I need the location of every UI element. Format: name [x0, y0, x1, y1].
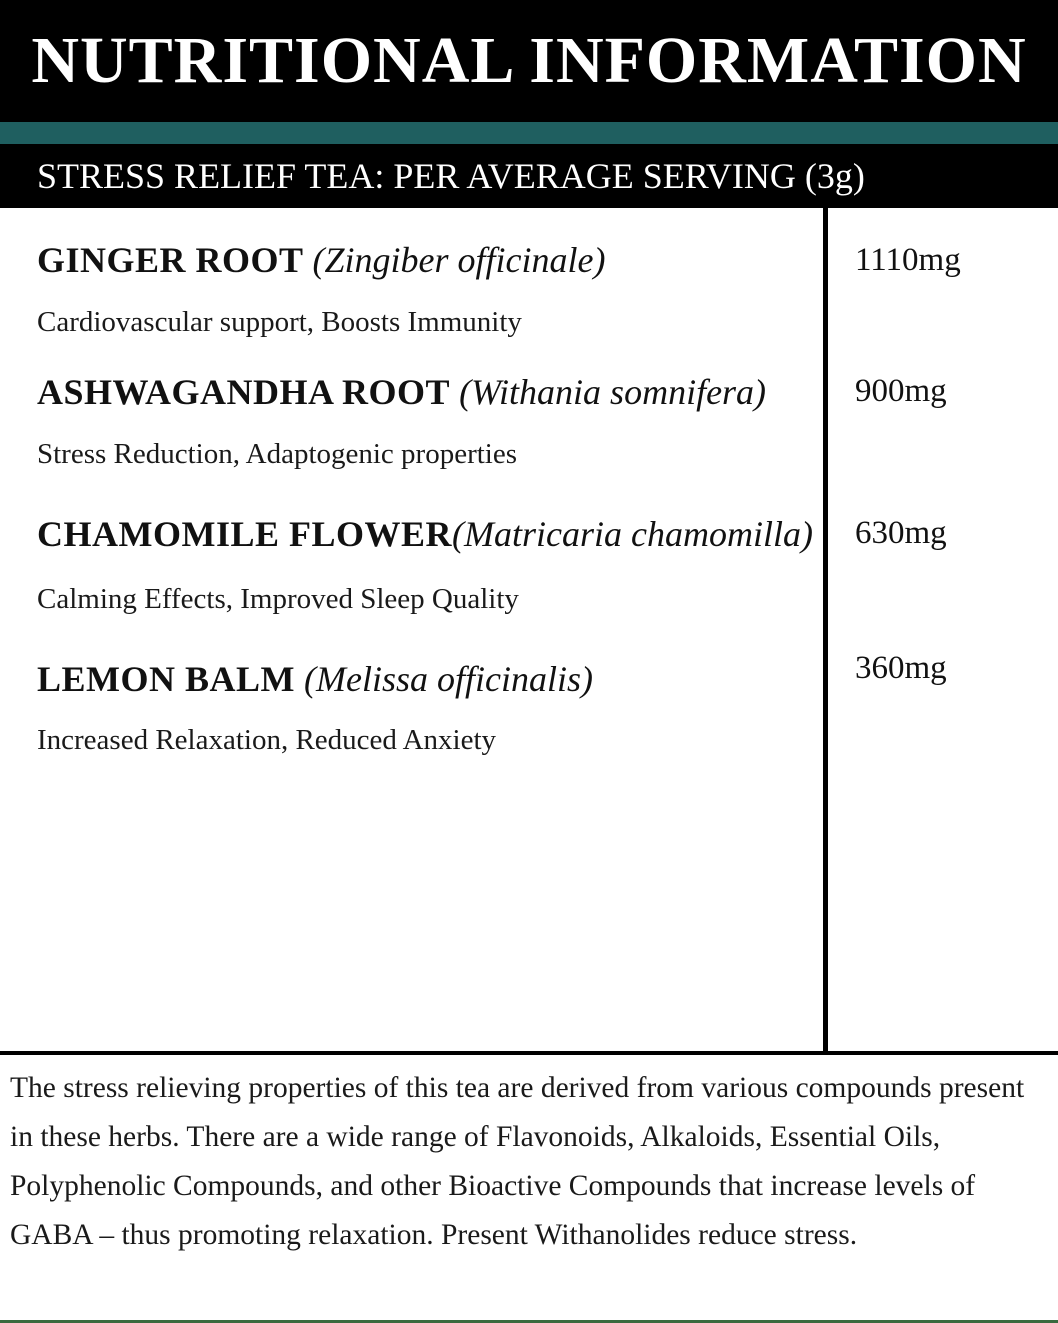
ingredient-latin-name: (Melissa officinalis) — [304, 659, 593, 699]
serving-bar — [0, 144, 1058, 208]
ingredient-common-name: GINGER ROOT — [37, 240, 304, 280]
ingredient-benefit: Cardiovascular support, Boosts Immunity — [37, 306, 522, 338]
ingredient-benefit: Increased Relaxation, Reduced Anxiety — [37, 724, 497, 756]
ingredient-benefit: Calming Effects, Improved Sleep Quality — [37, 583, 519, 615]
ingredient-amount: 1110mg — [855, 242, 961, 278]
ingredient-common-name: LEMON BALM — [37, 659, 296, 699]
ingredient-name — [37, 239, 606, 281]
ingredient-latin-name: (Zingiber officinale) — [312, 240, 606, 280]
footer-description: The stress relieving properties of this tea are derived from various compounds present in these herbs. There are a wide range of Flavonoids, Alkaloids, Essential Oils, Polyphenolic Compounds, and other Bioactive Compounds that increase levels of GABA – thus promoting relaxation. Present Withanolides reduce stress. — [10, 1072, 1025, 1251]
ingredient-name — [37, 658, 593, 700]
page-title: NUTRITIONAL INFORMATION — [31, 24, 1027, 97]
ingredient-latin-name: (Matricaria chamomilla) — [452, 514, 813, 554]
ingredient-name — [37, 513, 813, 555]
ingredient-benefit: Stress Reduction, Adaptogenic properties — [37, 438, 518, 470]
column-divider — [823, 208, 828, 1054]
title-bar — [0, 0, 1058, 122]
footer-divider — [0, 1051, 1058, 1055]
ingredient-amount: 900mg — [855, 373, 947, 409]
ingredient-common-name: CHAMOMILE FLOWER — [37, 514, 453, 554]
serving-subtitle: STRESS RELIEF TEA: PER AVERAGE SERVING (3g) — [37, 156, 865, 196]
accent-band — [0, 122, 1058, 144]
ingredient-amount: 360mg — [855, 650, 947, 686]
ingredient-amount: 630mg — [855, 515, 947, 551]
ingredient-latin-name: (Withania somnifera) — [459, 372, 767, 412]
ingredient-common-name: ASHWAGANDHA ROOT — [37, 372, 451, 412]
ingredient-name — [37, 371, 766, 413]
